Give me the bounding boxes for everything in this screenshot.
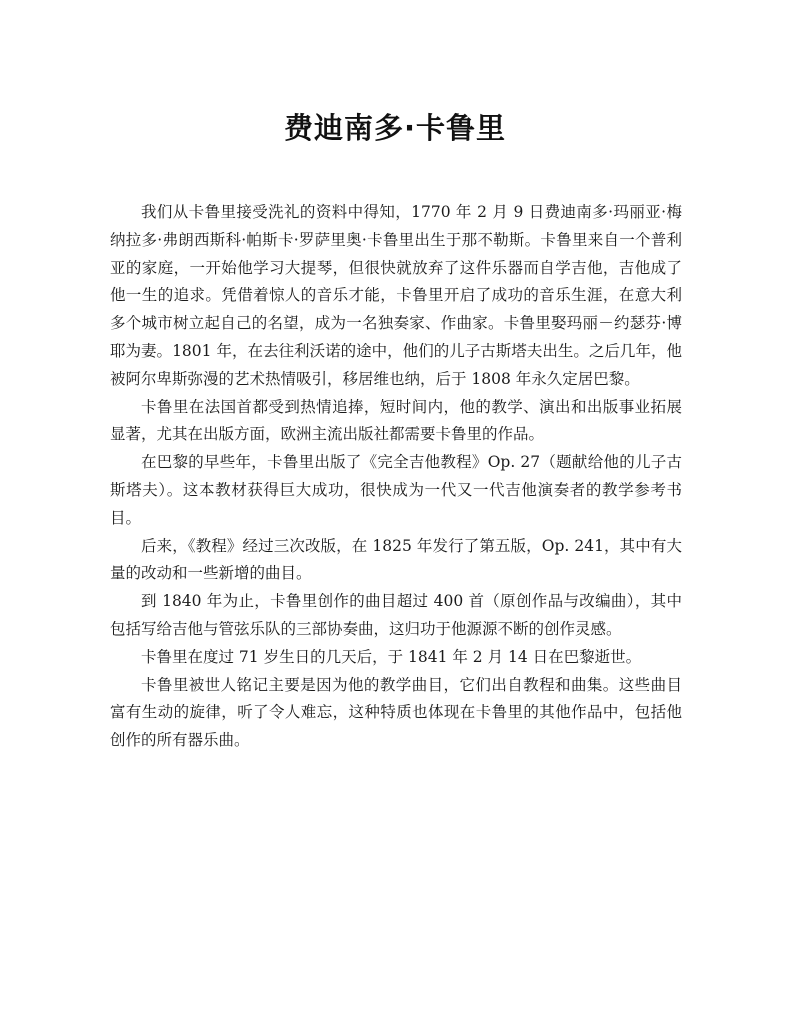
paragraph-legacy: 卡鲁里被世人铭记主要是因为他的教学曲目，它们出自教程和曲集。这些曲目富有生动的旋律，听了令人难忘，这种特质也体现在卡鲁里的其他作品中，包括他创作的所有器乐曲。 xyxy=(110,675,682,750)
article-body xyxy=(110,199,682,755)
paragraph-paris-career: 卡鲁里在法国首都受到热情追捧，短时间内，他的教学、演出和出版事业拓展显著，尤其在出版方面，欧洲主流出版社都需要卡鲁里的作品。 xyxy=(110,397,682,444)
paragraph-works-count: 到 1840 年为止，卡鲁里创作的曲目超过 400 首（原创作品与改编曲），其中包括写给吉他与管弦乐队的三部协奏曲，这归功于他源源不断的创作灵感。 xyxy=(110,592,682,638)
page-title: 费迪南多·卡鲁里 xyxy=(283,111,507,145)
paragraph-birth: 我们从卡鲁里接受洗礼的资料中得知，1770 年 2 月 9 日费迪南多·玛丽亚·梅纳拉多·弗朗西斯科·帕斯卡·罗萨里奥·卡鲁里出生于那不勒斯。卡鲁里来自一个普利亚的家庭，一开始他学习大提琴，但很快就放弃了这件乐器而自学吉他，吉他成了他一生的追求。凭借着惊人的音乐才能，卡鲁里开启了成功的音乐生涯，在意大利多个城市树立起自己的名望，成为一名独奏家、作曲家。卡鲁里娶玛丽－约瑟芬·博耶为妻。1801 年，在去往利沃诺的途中，他们的儿子古斯塔夫出生。之后几年，他被阿尔卑斯弥漫的艺术热情吸引，移居维也纳，后于 1808 年永久定居巴黎。 xyxy=(110,203,682,388)
paragraph-method-revision: 后来，《教程》经过三次改版，在 1825 年发行了第五版，Op. 241，其中有大量的改动和一些新增的曲目。 xyxy=(110,536,682,583)
paragraph-method-publication: 在巴黎的早些年，卡鲁里出版了《完全吉他教程》Op. 27（题献给他的儿子古斯塔夫）。这本教材获得巨大成功，很快成为一代又一代吉他演奏者的教学参考书目。 xyxy=(110,453,682,527)
paragraph-death: 卡鲁里在度过 71 岁生日的几天后，于 1841 年 2 月 14 日在巴黎逝世。 xyxy=(141,647,642,666)
